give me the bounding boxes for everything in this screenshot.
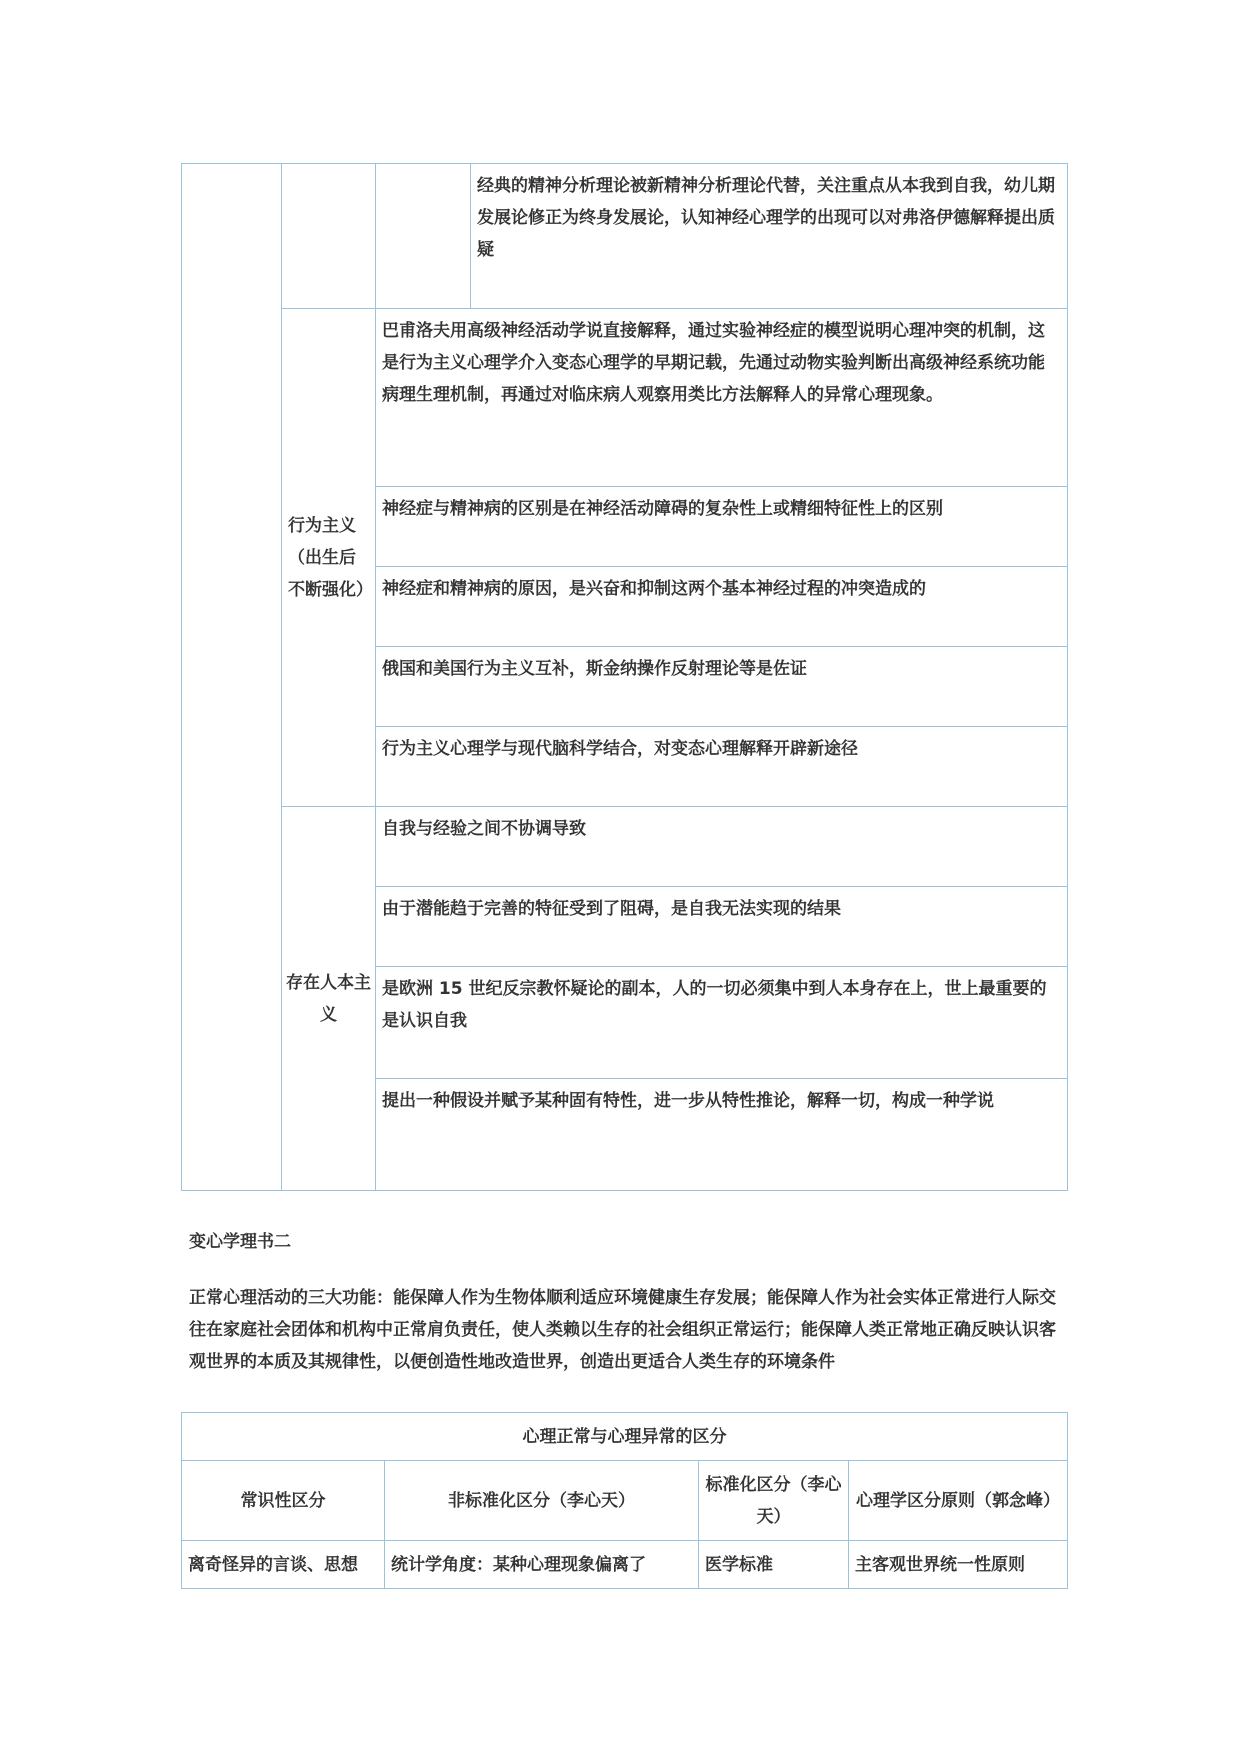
freud-critique-cell: 经典的精神分析理论被新精神分析理论代替，关注重点从本我到自我，幼儿期发展论修正为终身发展论，认知神经心理学的出现可以对弗洛伊德解释提出质疑 <box>471 164 1068 309</box>
table-header: 常识性区分 <box>182 1461 385 1541</box>
normal-abnormal-table <box>181 1412 1068 1589</box>
table-header: 标准化区分（李心天） <box>699 1461 849 1541</box>
existential-row: 自我与经验之间不协调导致 <box>376 807 1068 887</box>
theory-table <box>181 163 1068 1191</box>
section-title: 变心学理书二 <box>189 1232 291 1252</box>
behaviorism-label: 行为主义（出生后不断强化） <box>282 309 376 807</box>
blank-cell <box>376 164 471 309</box>
table-cell: 离奇怪异的言谈、思想 <box>182 1541 385 1589</box>
blank-cell <box>282 164 376 309</box>
existential-label: 存在人本主义 <box>282 807 376 1191</box>
behaviorism-row: 神经症与精神病的区别是在神经活动障碍的复杂性上或精细特征性上的区别 <box>376 487 1068 567</box>
table-header: 心理学区分原则（郭念峰） <box>849 1461 1068 1541</box>
behaviorism-row: 巴甫洛夫用高级神经活动学说直接解释，通过实验神经症的模型说明心理冲突的机制，这是行为主义心理学介入变态心理学的早期记载，先通过动物实验判断出高级神经系统功能病理生理机制，再通过对临床病人观察用类比方法解释人的异常心理现象。 <box>376 309 1068 487</box>
behaviorism-row: 行为主义心理学与现代脑科学结合，对变态心理解释开辟新途径 <box>376 727 1068 807</box>
blank-cell <box>182 164 282 1191</box>
existential-row: 由于潜能趋于完善的特征受到了阻碍，是自我无法实现的结果 <box>376 887 1068 967</box>
existential-row: 提出一种假设并赋予某种固有特性，进一步从特性推论，解释一切，构成一种学说 <box>376 1079 1068 1191</box>
table-cell: 主客观世界统一性原则 <box>849 1541 1068 1589</box>
behaviorism-row: 神经症和精神病的原因，是兴奋和抑制这两个基本神经过程的冲突造成的 <box>376 567 1068 647</box>
behaviorism-row: 俄国和美国行为主义互补，斯金纳操作反射理论等是佐证 <box>376 647 1068 727</box>
table-cell: 医学标准 <box>699 1541 849 1589</box>
normal-functions-paragraph: 正常心理活动的三大功能：能保障人作为生物体顺利适应环境健康生存发展；能保障人作为社会实体正常进行人际交往在家庭社会团体和机构中正常肩负责任，使人类赖以生存的社会组织正常运行；能保障人类正常地正确反映认识客观世界的本质及其规律性，以便创造性地改造世界，创造出更适合人类生存的环境条件 <box>189 1288 1056 1372</box>
table-title: 心理正常与心理异常的区分 <box>182 1413 1068 1461</box>
existential-row: 是欧洲 15 世纪反宗教怀疑论的副本，人的一切必须集中到人本身存在上，世上最重要的是认识自我 <box>376 967 1068 1079</box>
table-header: 非标准化区分（李心天） <box>385 1461 699 1541</box>
table-cell: 统计学角度：某种心理现象偏离了 <box>385 1541 699 1589</box>
